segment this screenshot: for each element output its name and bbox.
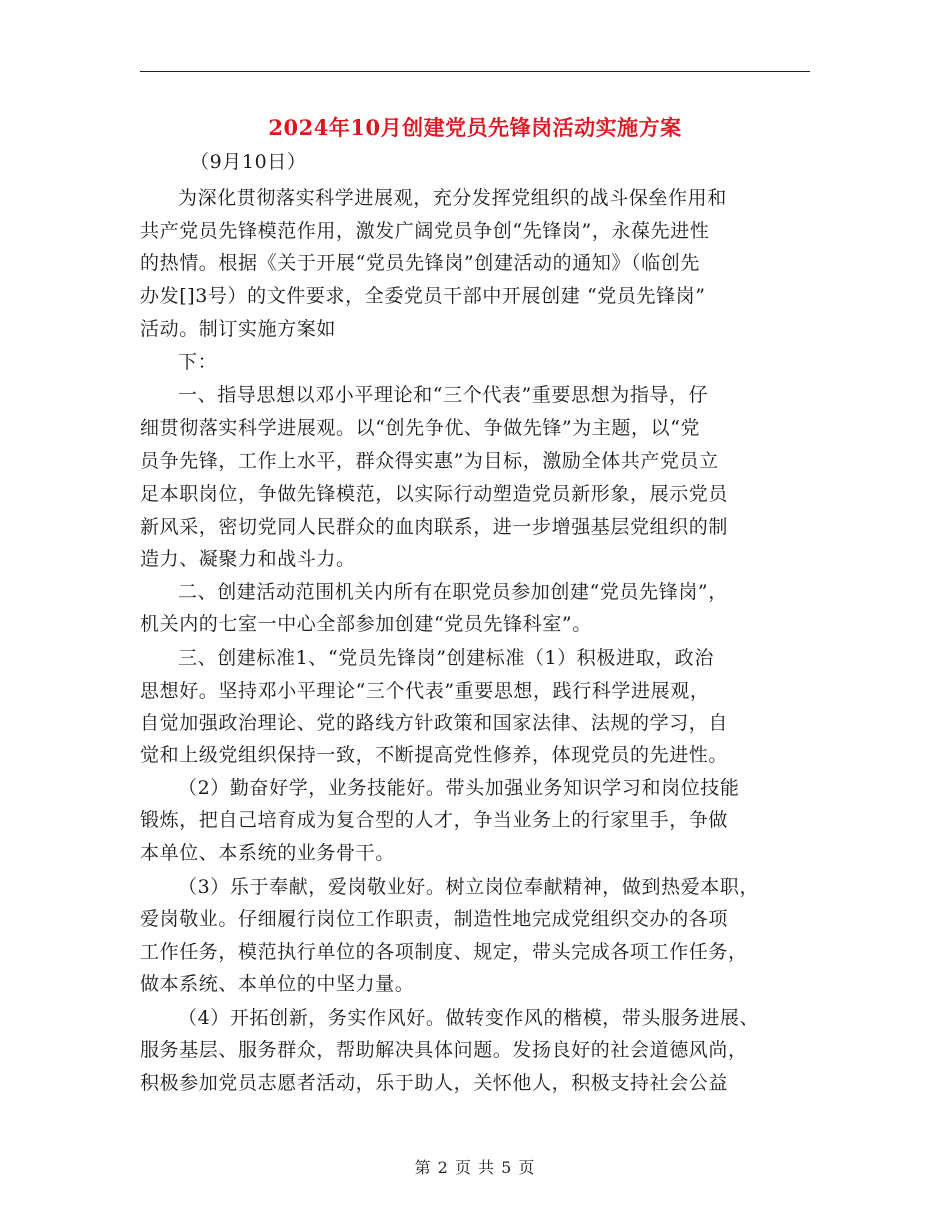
date-line: （9月10日）: [190, 151, 307, 173]
document-title: 2024年10月创建党员先锋岗活动实施方案: [268, 115, 682, 140]
paragraph-line: 造力、凝聚力和战斗力。: [140, 548, 356, 570]
paragraph-line: 三、创建标准1、“党员先锋岗”创建标准（1）积极进取，政治: [178, 647, 715, 669]
paragraph-line: 足本职岗位，争做先锋模范，以实际行动塑造党员新形象，展示党员: [140, 483, 729, 505]
page-number: 第 2 页 共 5 页: [414, 1158, 536, 1177]
paragraph-line: 爱岗敬业。仔细履行岗位工作职责，制造性地完成党组织交办的各项: [140, 908, 729, 930]
paragraph-line: 积极参加党员志愿者活动，乐于助人，关怀他人，积极支持社会公益: [140, 1072, 729, 1094]
paragraph-line: 机关内的七室一中心全部参加创建“党员先锋科室”。: [140, 613, 592, 635]
paragraph-line: 的热情。根据《关于开展“党员先锋岗”创建活动的通知》（临创先: [140, 252, 700, 274]
paragraph-line: 觉和上级党组织保持一致，不断提高党性修养，体现党员的先进性。: [140, 744, 729, 766]
paragraph-line: 员争先锋，工作上水平，群众得实惠”为目标，激励全体共产党员立: [140, 450, 719, 472]
paragraph-line: 新风采，密切党同人民群众的血肉联系，进一步增强基层党组织的制: [140, 516, 729, 538]
paragraph-line: 二、创建活动范围机关内所有在职党员参加创建“党员先锋岗”，: [178, 581, 728, 603]
paragraph-line: 本单位、本系统的业务骨干。: [140, 842, 395, 864]
paragraph-line: 办发[]3号）的文件要求，全委党员干部中开展创建 “党员先锋岗”: [140, 285, 706, 307]
paragraph-line: 锻炼，把自己培育成为复合型的人才，争当业务上的行家里手，争做: [140, 809, 729, 831]
paragraph-line: 活动。制订实施方案如: [140, 318, 337, 340]
paragraph-line: 工作任务，模范执行单位的各项制度、规定，带头完成各项工作任务，: [140, 941, 748, 963]
header-rule: [140, 71, 810, 72]
paragraph-line: 下：: [178, 351, 218, 373]
paragraph-line: 一、指导思想以邓小平理论和“三个代表”重要思想为指导，仔: [178, 384, 709, 406]
paragraph-line: 为深化贯彻落实科学进展观，充分发挥党组织的战斗保垒作用和: [178, 187, 727, 209]
paragraph-line: 自觉加强政治理论、党的路线方针政策和国家法律、法规的学习，自: [140, 712, 729, 734]
paragraph-line: （2）勤奋好学，业务技能好。带头加强业务知识学习和岗位技能: [178, 777, 740, 799]
paragraph-line: 细贯彻落实科学进展观。以“创先争优、争做先锋”为主题，以“党: [140, 417, 701, 439]
paragraph-line: （3）乐于奉献，爱岗敬业好。树立岗位奉献精神，做到热爱本职，: [178, 876, 760, 898]
paragraph-line: 共产党员先锋模范作用，激发广阔党员争创“先锋岗”，永葆先进性: [140, 220, 710, 242]
paragraph-line: 思想好。坚持邓小平理论“三个代表”重要思想，践行科学进展观，: [140, 680, 710, 702]
paragraph-line: 做本系统、本单位的中坚力量。: [140, 973, 415, 995]
paragraph-line: （4）开拓创新，务实作风好。做转变作风的楷模，带头服务进展、: [178, 1007, 760, 1029]
paragraph-line: 服务基层、服务群众，帮助解决具体问题。发扬良好的社会道德风尚，: [140, 1039, 748, 1061]
